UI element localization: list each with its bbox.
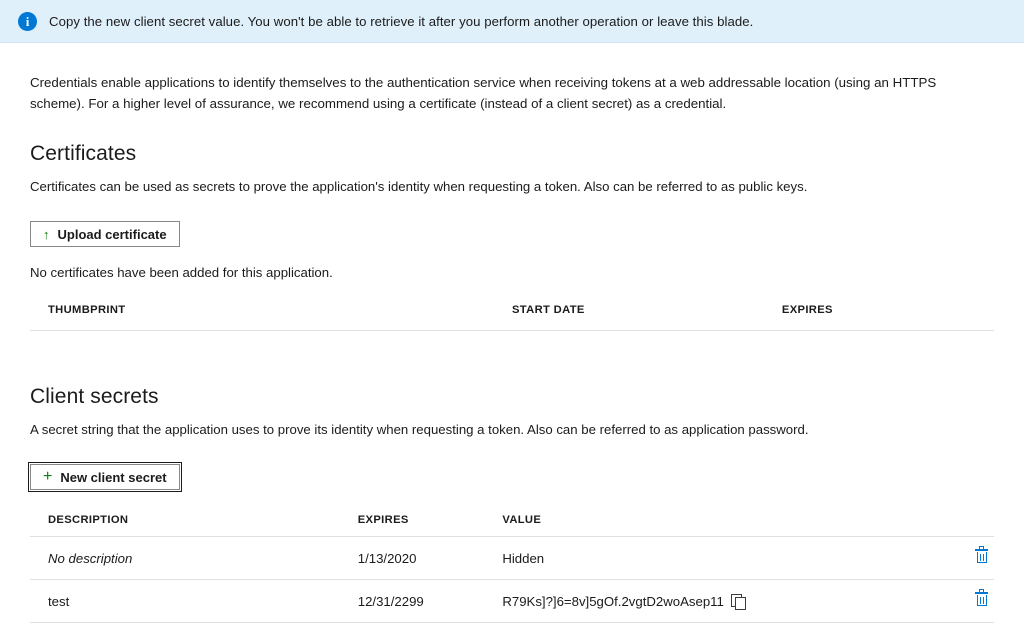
blade-left-edge xyxy=(0,44,3,631)
blade-content xyxy=(0,73,1024,623)
upload-arrow-icon: ↑ xyxy=(43,226,50,242)
client-secrets-header-row xyxy=(30,506,994,537)
secret-expires: 12/31/2299 xyxy=(358,580,503,623)
certificates-header-row xyxy=(30,296,994,331)
credentials-intro-text: Credentials enable applications to identify themselves to the authentication service when receiving tokens at a web addressable location (using an HTTPS scheme). For a higher level of assurance, we recommend using a certificate (instead of a client secret) as a credential. xyxy=(30,75,937,111)
secret-value-text: R79Ks]?]6=8v]5gOf.2vgtD2woAsep11 xyxy=(502,593,724,609)
info-banner-message: Copy the new client secret value. You won't be able to retrieve it after you perform another operation or leave this blade. xyxy=(49,13,754,29)
copy-icon[interactable] xyxy=(731,594,745,609)
client-secrets-column-value: VALUE xyxy=(502,506,936,537)
table-row xyxy=(30,537,994,580)
secret-description: test xyxy=(30,580,358,623)
secret-actions xyxy=(936,537,994,580)
secret-value xyxy=(502,580,936,623)
certificates-column-thumbprint: THUMBPRINT xyxy=(30,296,512,331)
certificates-heading: Certificates xyxy=(30,142,137,166)
client-secrets-description: A secret string that the application uses to prove its identity when requesting a token. Also can be referred to as application password. xyxy=(30,421,809,437)
certificates-empty-body xyxy=(30,331,994,357)
certificates-column-expires: EXPIRES xyxy=(782,296,994,331)
client-secrets-column-actions xyxy=(936,506,994,537)
secret-actions xyxy=(936,580,994,623)
secret-description: No description xyxy=(30,537,358,580)
certificates-description: Certificates can be used as secrets to prove the application's identity when requesting a token. Also can be referred to as public keys. xyxy=(30,179,808,195)
secret-value xyxy=(502,537,936,580)
secret-value-text: Hidden xyxy=(502,550,545,566)
client-secrets-column-expires: EXPIRES xyxy=(358,506,503,537)
client-secrets-table xyxy=(30,506,994,623)
new-client-secret-label: New client secret xyxy=(60,469,167,485)
certificates-empty-message: No certificates have been added for this application. xyxy=(30,265,333,281)
upload-certificate-label: Upload certificate xyxy=(57,226,167,242)
secret-expires: 1/13/2020 xyxy=(358,537,503,580)
info-banner xyxy=(0,0,1024,43)
secret-value-cell xyxy=(502,594,936,609)
info-icon: i xyxy=(18,12,37,31)
plus-icon: + xyxy=(43,468,53,486)
client-secrets-heading: Client secrets xyxy=(30,384,159,408)
table-row xyxy=(30,580,994,623)
new-client-secret-button[interactable] xyxy=(30,464,180,490)
upload-certificate-button[interactable] xyxy=(30,221,180,247)
secret-value-cell xyxy=(502,551,936,566)
certificates-column-start-date: START DATE xyxy=(512,296,782,331)
delete-icon[interactable] xyxy=(975,592,988,607)
delete-icon[interactable] xyxy=(975,549,988,564)
client-secrets-column-description: DESCRIPTION xyxy=(30,506,358,537)
certificates-table xyxy=(30,296,994,357)
